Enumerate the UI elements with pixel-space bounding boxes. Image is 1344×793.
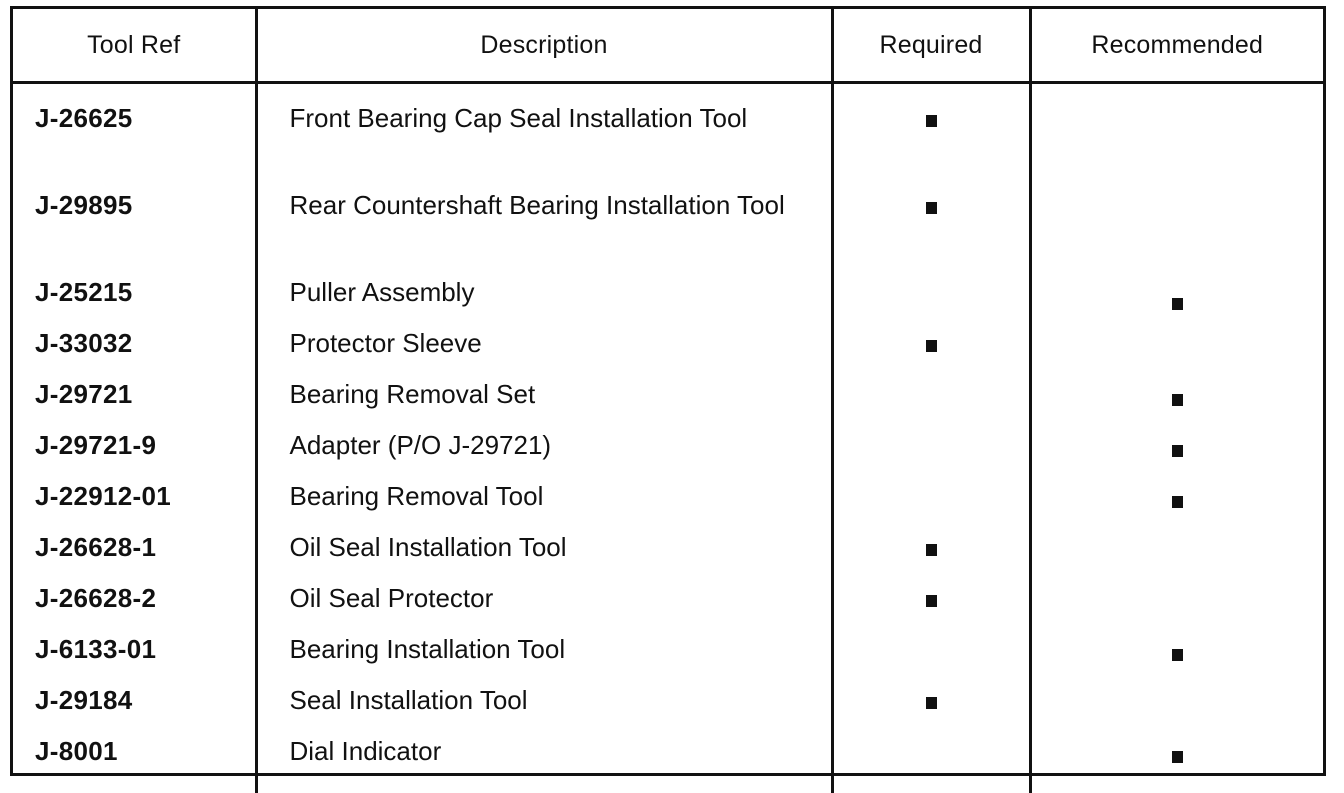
- header-required: Required: [832, 9, 1030, 83]
- required-cell: [832, 187, 1030, 274]
- table-row: [13, 682, 1323, 733]
- recommended-cell: [1030, 631, 1323, 682]
- description-cell: Front Bearing Cap Seal Installation Tool: [256, 83, 832, 188]
- table-row: [13, 274, 1323, 325]
- recommended-cell: [1030, 83, 1323, 188]
- required-cell: [832, 325, 1030, 376]
- description-cell: Bearing Installation Tool: [256, 631, 832, 682]
- required-mark-icon: [926, 340, 937, 352]
- description-cell: Adapter (P/O J-29721): [256, 427, 832, 478]
- table-row: [13, 325, 1323, 376]
- required-cell: [832, 83, 1030, 188]
- required-cell: [832, 529, 1030, 580]
- required-cell: [832, 682, 1030, 733]
- description-cell: Rear Countershaft Bearing Installation Tool: [256, 187, 832, 274]
- recommended-mark-icon: [1172, 394, 1183, 406]
- table-row: [13, 580, 1323, 631]
- recommended-cell: [1030, 376, 1323, 427]
- table-row: [13, 427, 1323, 478]
- table-body: [13, 83, 1323, 793]
- tool-ref-cell: J-6133-01: [13, 631, 256, 682]
- recommended-cell: [1030, 478, 1323, 529]
- recommended-cell: [1030, 187, 1323, 274]
- tool-ref-cell: J-25215: [13, 274, 256, 325]
- tools-table-grid: [13, 9, 1323, 793]
- table-row: [13, 529, 1323, 580]
- tool-ref-cell: J-22912-01: [13, 478, 256, 529]
- tool-ref-cell: J-29721: [13, 376, 256, 427]
- tool-ref-cell: J-26625: [13, 83, 256, 188]
- header-description: Description: [256, 9, 832, 83]
- tools-table: [10, 6, 1326, 776]
- table-header-row: [13, 9, 1323, 83]
- description-cell: Bearing Removal Set: [256, 376, 832, 427]
- tool-ref-cell: J-26628-1: [13, 529, 256, 580]
- recommended-mark-icon: [1172, 445, 1183, 457]
- recommended-mark-icon: [1172, 496, 1183, 508]
- recommended-cell: [1030, 682, 1323, 733]
- description-cell: Bearing Removal Tool: [256, 478, 832, 529]
- recommended-cell: [1030, 274, 1323, 325]
- required-mark-icon: [926, 115, 937, 127]
- tool-ref-cell: J-26628-2: [13, 580, 256, 631]
- recommended-mark-icon: [1172, 298, 1183, 310]
- required-cell: [832, 376, 1030, 427]
- required-mark-icon: [926, 544, 937, 556]
- recommended-mark-icon: [1172, 649, 1183, 661]
- header-recommended: Recommended: [1030, 9, 1323, 83]
- recommended-cell: [1030, 580, 1323, 631]
- recommended-cell: [1030, 529, 1323, 580]
- tool-ref-cell: J-8001: [13, 733, 256, 793]
- description-cell: Dial Indicator: [256, 733, 832, 793]
- required-cell: [832, 580, 1030, 631]
- required-cell: [832, 631, 1030, 682]
- description-cell: Oil Seal Protector: [256, 580, 832, 631]
- tool-ref-cell: J-33032: [13, 325, 256, 376]
- recommended-cell: [1030, 427, 1323, 478]
- header-tool-ref: Tool Ref: [13, 9, 256, 83]
- required-mark-icon: [926, 697, 937, 709]
- description-cell: Oil Seal Installation Tool: [256, 529, 832, 580]
- description-cell: Protector Sleeve: [256, 325, 832, 376]
- tool-ref-cell: J-29184: [13, 682, 256, 733]
- description-cell: Puller Assembly: [256, 274, 832, 325]
- table-row: [13, 631, 1323, 682]
- tool-ref-cell: J-29721-9: [13, 427, 256, 478]
- recommended-cell: [1030, 325, 1323, 376]
- recommended-cell: [1030, 733, 1323, 793]
- table-row: [13, 478, 1323, 529]
- description-cell: Seal Installation Tool: [256, 682, 832, 733]
- required-mark-icon: [926, 202, 937, 214]
- required-cell: [832, 427, 1030, 478]
- table-row: [13, 83, 1323, 188]
- table-row: [13, 733, 1323, 793]
- required-mark-icon: [926, 595, 937, 607]
- table-row: [13, 376, 1323, 427]
- required-cell: [832, 733, 1030, 793]
- required-cell: [832, 478, 1030, 529]
- tool-ref-cell: J-29895: [13, 187, 256, 274]
- recommended-mark-icon: [1172, 751, 1183, 763]
- required-cell: [832, 274, 1030, 325]
- table-row: [13, 187, 1323, 274]
